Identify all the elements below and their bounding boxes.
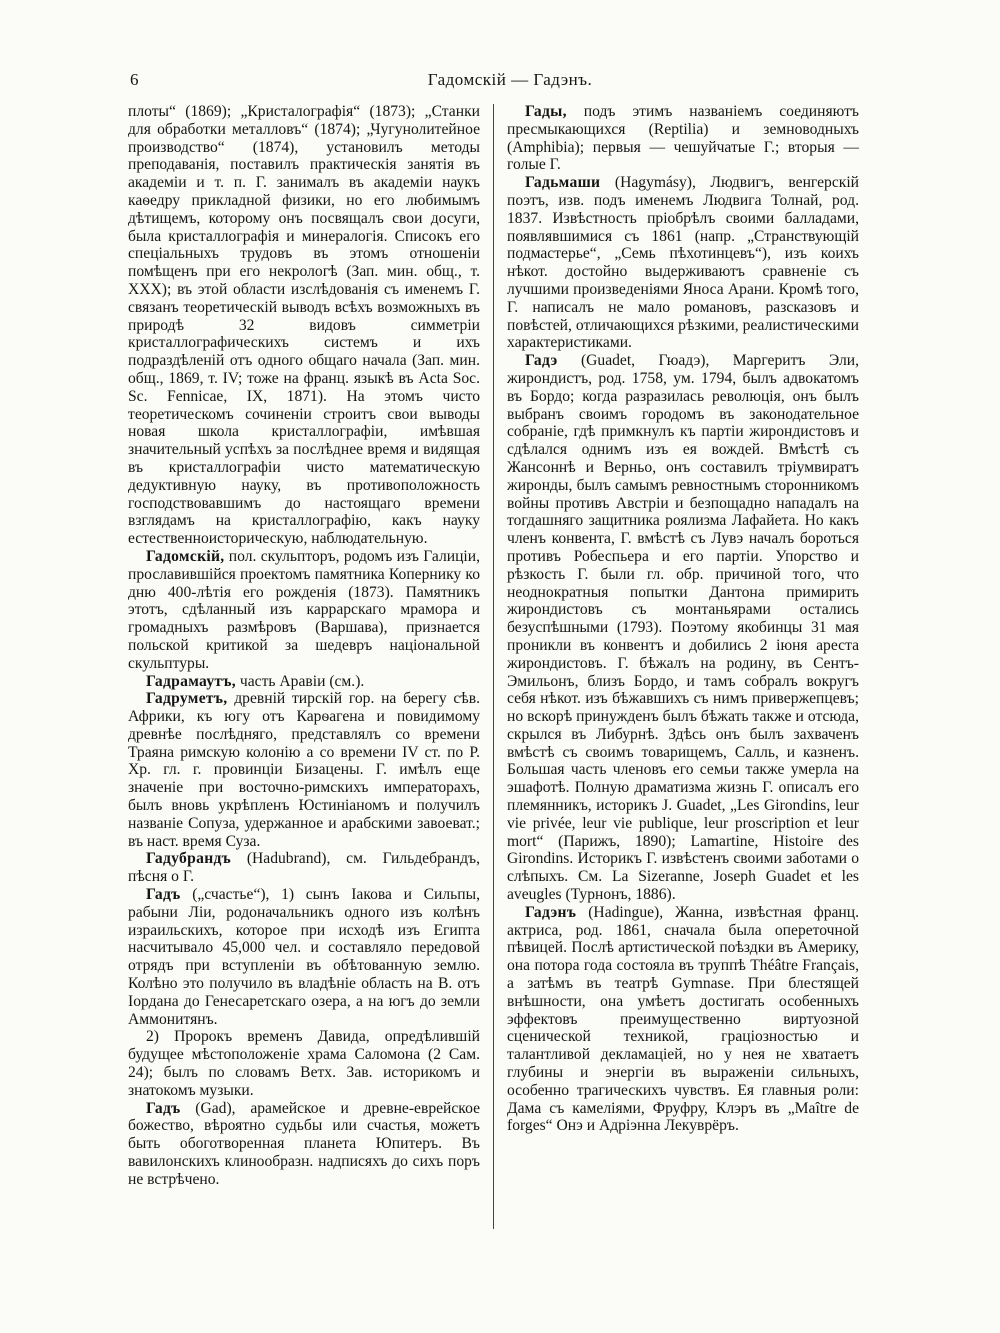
entry-text: („счастье“), 1) сынъ Іакова и Сильпы, рабыни Ліи, родоначальникъ одного изъ колѣнъ израильскихъ, которое при исходѣ изъ Египта насчитывало 45,000 чел. и составляло передовой отрядъ при вступленіи въ обѣтованную землю. Колѣно это получило въ владѣніе область на В. отъ Іордана до Генесаретскаго озера, а на югъ до земли Аммонитянъ. — [128, 886, 480, 1028]
entry — [507, 174, 859, 352]
entry — [128, 850, 480, 886]
entry-headword: Гадубрандъ — [146, 850, 232, 868]
entry-text: (Gad), арамейское и древне-еврейское божество, вѣроятно судьбы или счастья, можетъ быть обоготворенная планета Юпитеръ. Въ вавилонскихъ клинообразн. надписяхъ до сихъ поръ не встрѣчено. — [128, 1099, 480, 1188]
entry — [507, 352, 859, 904]
entry-headword: Гады, — [525, 103, 567, 120]
entry — [507, 904, 859, 1135]
entry — [128, 1100, 480, 1189]
page-header — [130, 70, 890, 94]
entry-text: плоты“ (1869); „Кристалографія“ (1873); „Станки для обработки металловъ“ (1874); „Чугунолитейное производство“ (1874), установилъ методы преподаванія, поставилъ практическія занятія въ академіи и т. п. Г. занималъ въ академіи наукъ каѳедру прикладной физики, но его любимымъ дѣтищемъ, которому онъ посвящалъ свои досуги, была кристаллографія и минералогія. Списокъ его спеціальныхъ трудовъ въ этомъ отношеніи помѣщенъ при его некрологѣ (Зап. мин. общ., т. XXX); въ этой области изслѣдованія съ именемъ Г. связанъ теоретическій выводъ всѣхъ возможныхъ въ природѣ 32 видовъ симметріи кристаллографическихъ системъ и ихъ подраздѣленій отъ одного общаго начала (Зап. мин. общ., 1869, т. IV; тоже на франц. языкѣ въ Acta Soc. Sc. Fennicae, IX, 1871). На этомъ чисто теоретическомъ сочиненіи строитъ свои выводы новая школа кристаллографіи, имѣвшая значительный успѣхъ за послѣднее время и видящая въ кристаллографіи чисто математическую дедуктивную науку, въ противоположность господствовавшимъ до настоящаго времени взглядамъ на кристаллографію, какъ науку естественноисторическую, наблюдательную. — [128, 103, 480, 548]
entry-headword: Гадъ — [146, 1099, 181, 1117]
entry — [128, 1028, 480, 1099]
entry — [128, 548, 480, 673]
entry-headword: Гадэнъ — [525, 903, 577, 921]
entry — [507, 103, 859, 174]
entry-text: подъ этимъ названіемъ соединяютъ пресмыкающихся (Reptilia) и земноводныхъ (Amphibia); первыя — чешуйчатые Г.; вторыя — голые Г. — [507, 103, 859, 174]
entry-text: пол. скульпторъ, родомъ изъ Галиціи, прославившійся проектомъ памятника Копернику ко дню 400-лѣтія его рожденія (1873). Памятникъ этотъ, сдѣланный изъ каррарскаго мрамора и громадныхъ размѣровъ (Варшава), признается польской критикой за шедевръ національной скульптуры. — [128, 547, 480, 672]
entry — [128, 690, 480, 850]
entry-text: (Hadubrand), см. Гильдебрандъ, пѣсня о Г. — [128, 850, 480, 886]
right-column — [507, 103, 859, 1135]
entry-headword: Гадрамаутъ, — [146, 672, 236, 690]
left-column — [128, 103, 480, 1189]
running-title: Гадомскій — Гадэнъ. — [427, 70, 593, 89]
entry-headword: Гадъ — [146, 886, 181, 904]
column-divider — [493, 104, 494, 1229]
entry — [128, 886, 480, 1028]
entry-text: древній тирскій гор. на берегу сѣв. Африки, къ югу отъ Карѳагена и повидимому древнѣе послѣдняго, представлялъ со времени Траяна римскую колонію а со времени IV ст. по Р. Хр. гл. г. провинціи Бизацены. Г. имѣлъ еще значеніе при восточно-римскихъ императорахъ, былъ вновь укрѣпленъ Юстиніаномъ и получилъ названіе Сопуза, удержанное и арабскими завоеват.; въ наст. время Суза. — [128, 690, 480, 850]
entry-headword: Гадэ — [525, 352, 558, 370]
entry-text: (Guadet, Гюадэ), Маргеритъ Эли, жирондистъ, род. 1758, ум. 1794, былъ адвокатомъ въ Бордо; когда разразилась революція, онъ былъ выбранъ своимъ городомъ въ законодательное собраніе, гдѣ примкнулъ къ партіи жирондистовъ и сдѣлался однимъ изъ ея вождей. Вмѣстѣ съ Жансоннѣ и Верньо, онъ составилъ тріумвиратъ жиронды, былъ самымъ ревностнымъ сторонникомъ войны противъ Австріи и безпощадно нападалъ на тогдашняго защитника роялизма Лафайета. Но какъ членъ конвента, Г. вмѣстѣ съ Лувэ началъ бороться противъ Робеспьера и его партіи. Упорство и рѣзкость Г. были гл. обр. причиной того, что неоднократныя попытки Дантона примирить жирондистовъ съ монтаньярами остались безуспѣшными (1793). Поэтому якобинцы 31 мая проникли въ конвентъ и добились 2 іюня ареста жирондистовъ. Г. бѣжалъ на родину, въ Сентъ-Эмильонъ, близъ Бордо, и тамъ собралъ вокругъ себя нѣкот. изъ бѣжавшихъ съ нимъ привержепцевъ; но вскорѣ принужденъ былъ бѣжать также и отсюда, скрылся въ Либурнѣ. Здѣсь онъ былъ захваченъ вмѣстѣ съ своимъ товарищемъ, Салль, и казненъ. Большая часть членовъ его семьи также умерла на эшафотѣ. Полную драматизма жизнь Г. описалъ его племянникъ, историкъ J. Guadet, „Les Girondins, leur vie privée, leur vie publique, leur proscription et leur mort“ (Парижъ, 1890); Lamartine, Histoire des Girondins. Историкъ Г. извѣстенъ своими заботами о слѣпыхъ. См. La Sizeranne, Joseph Guadet et les aveugles (Турнонъ, 1886). — [507, 352, 859, 904]
page-number: 6 — [130, 70, 139, 89]
entry-text: часть Аравіи (см.). — [239, 672, 365, 690]
entry — [128, 103, 480, 548]
entry-text: (Hadingue), Жанна, извѣстная франц. актриса, род. 1861, сначала была опереточной пѣвицей. Послѣ артистической поѣздки въ Америку, она потора года состояла въ труппѣ Théâtre Français, а затѣмъ въ театрѣ Gymnase. При блестящей внѣшности, она умѣетъ достигать особенныхъ эффектовъ преимущественно виртуозной сценической техникой, граціозностью и талантливой декламаціей, но у нея не хватаетъ глубины и энергіи въ выраженіи сильныхъ, особенно трагическихъ чувствъ. Ея главныя роли: Дама съ камеліями, Фруфру, Клэръ въ „Maître de forges“ Онэ и Адріэнна Лекуврёръ. — [507, 903, 859, 1135]
entry-headword: Гадомскій, — [146, 547, 225, 565]
entry-text: 2) Пророкъ временъ Давида, опредѣлившій будущее мѣстоположеніе храма Саломона (2 Сам. 24); былъ по словамъ Ветх. Зав. историкомъ и знатокомъ музыки. — [128, 1028, 480, 1099]
entry-headword: Гадьмаши — [525, 174, 601, 192]
entry-headword: Гадруметъ, — [146, 690, 228, 708]
entry — [128, 673, 480, 691]
entry-text: (Hagymásy), Людвигъ, венгерскій поэтъ, изв. подъ именемъ Людвига Толнай, род. 1837. Извѣстность пріобрѣлъ своими балладами, появлявшимися съ 1861 (напр. „Странствующій подмастерье“, „Семь пѣхотинцевъ“), изъ коихъ нѣкот. достойно выдерживаютъ сравненіе съ лучшими произведеніями Яноса Арани. Кромѣ того, Г. написалъ не мало романовъ, разсказовъ и повѣстей, отличающихся рѣзкими, реалистическими характеристиками. — [507, 174, 859, 352]
